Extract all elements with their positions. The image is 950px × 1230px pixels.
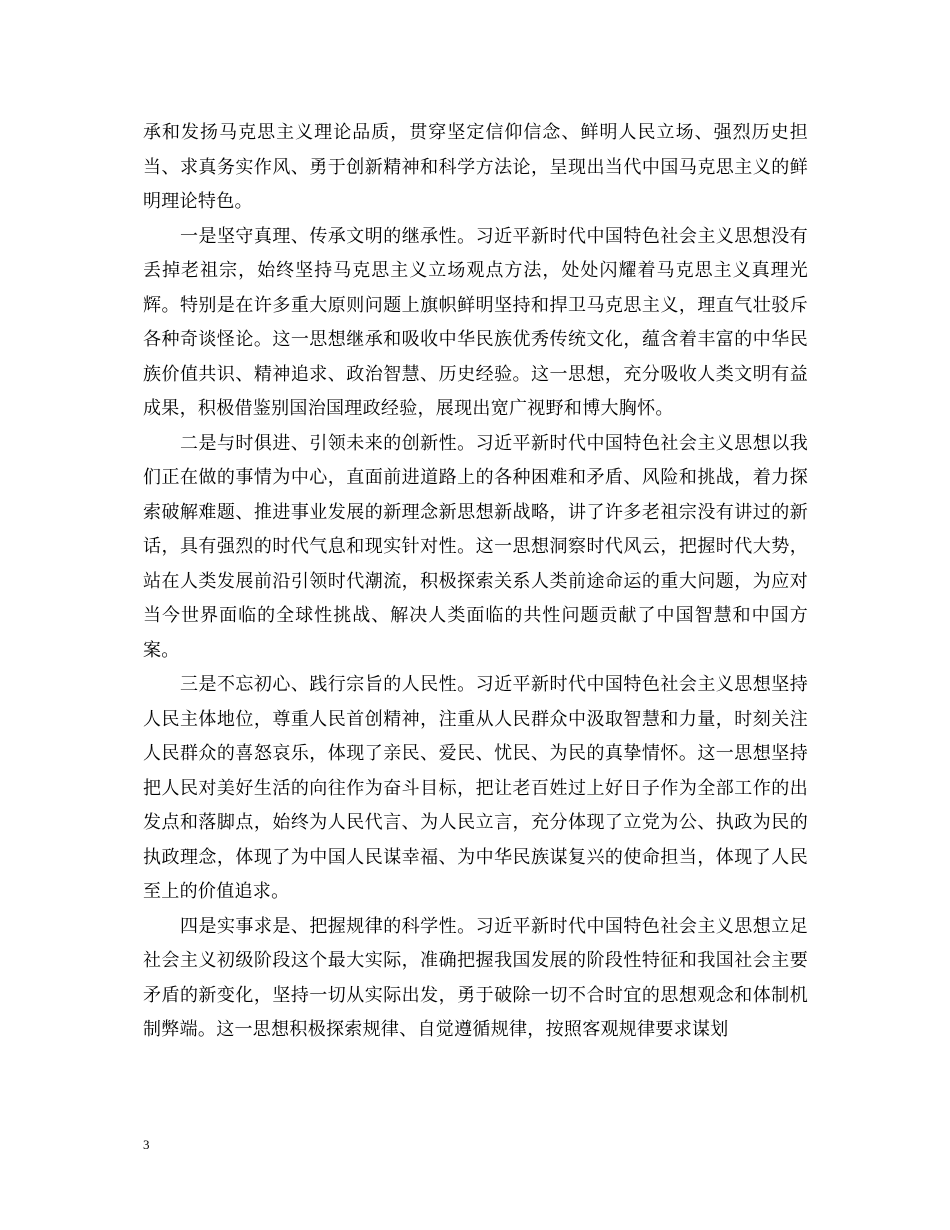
paragraph-science: 四是实事求是、把握规律的科学性。习近平新时代中国特色社会主义思想立足社会主义初级阶段这个最大实际，准确把握我国发展的阶段性特征和我国社会主要矛盾的新变化，坚持一切从实际出发，勇于破除一切不合时宜的思想观念和体制机制弊端。这一思想积极探索规律、自觉遵循规律，按照客观规律要求谋划 <box>143 915 808 1040</box>
page-number: 3 <box>143 1137 150 1152</box>
paragraph-people: 三是不忘初心、践行宗旨的人民性。习近平新时代中国特色社会主义思想坚持人民主体地位，尊重人民首创精神，注重从人民群众中汲取智慧和力量，时刻关注人民群众的喜怒哀乐，体现了亲民、爱民、忧民、为民的真挚情怀。这一思想坚持把人民对美好生活的向往作为奋斗目标，把让老百姓过上好日子作为全部工作的出发点和落脚点，始终为人民代言、为人民立言，充分体现了立党为公、执政为民的执政理念，体现了为中国人民谋幸福、为中华民族谋复兴的使命担当，体现了人民至上的价值追求。 <box>143 674 808 902</box>
body-text <box>143 116 808 1048</box>
paragraph-innovation: 二是与时俱进、引领未来的创新性。习近平新时代中国特色社会主义思想以我们正在做的事情为中心，直面前进道路上的各种困难和矛盾、风险和挑战，着力探索破解难题、推进事业发展的新理念新思想新战略，讲了许多老祖宗没有讲过的新话，具有强烈的时代气息和现实针对性。这一思想洞察时代风云，把握时代大势，站在人类发展前沿引领时代潮流，积极探索关系人类前途命运的重大问题，为应对当今世界面临的全球性挑战、解决人类面临的共性问题贡献了中国智慧和中国方案。 <box>143 432 808 661</box>
paragraph-inheritance: 一是坚守真理、传承文明的继承性。习近平新时代中国特色社会主义思想没有丢掉老祖宗，始终坚持马克思主义立场观点方法，处处闪耀着马克思主义真理光辉。特别是在许多重大原则问题上旗帜鲜明坚持和捍卫马克思主义，理直气壮驳斥各种奇谈怪论。这一思想继承和吸收中华民族优秀传统文化，蕴含着丰富的中华民族价值共识、精神追求、政治智慧、历史经验。这一思想，充分吸收人类文明有益成果，积极借鉴别国治国理政经验，展现出宽广视野和博大胸怀。 <box>143 225 808 419</box>
paragraph-continuation: 承和发扬马克思主义理论品质，贯穿坚定信仰信念、鲜明人民立场、强烈历史担当、求真务实作风、勇于创新精神和科学方法论，呈现出当代中国马克思主义的鲜明理论特色。 <box>143 122 808 212</box>
